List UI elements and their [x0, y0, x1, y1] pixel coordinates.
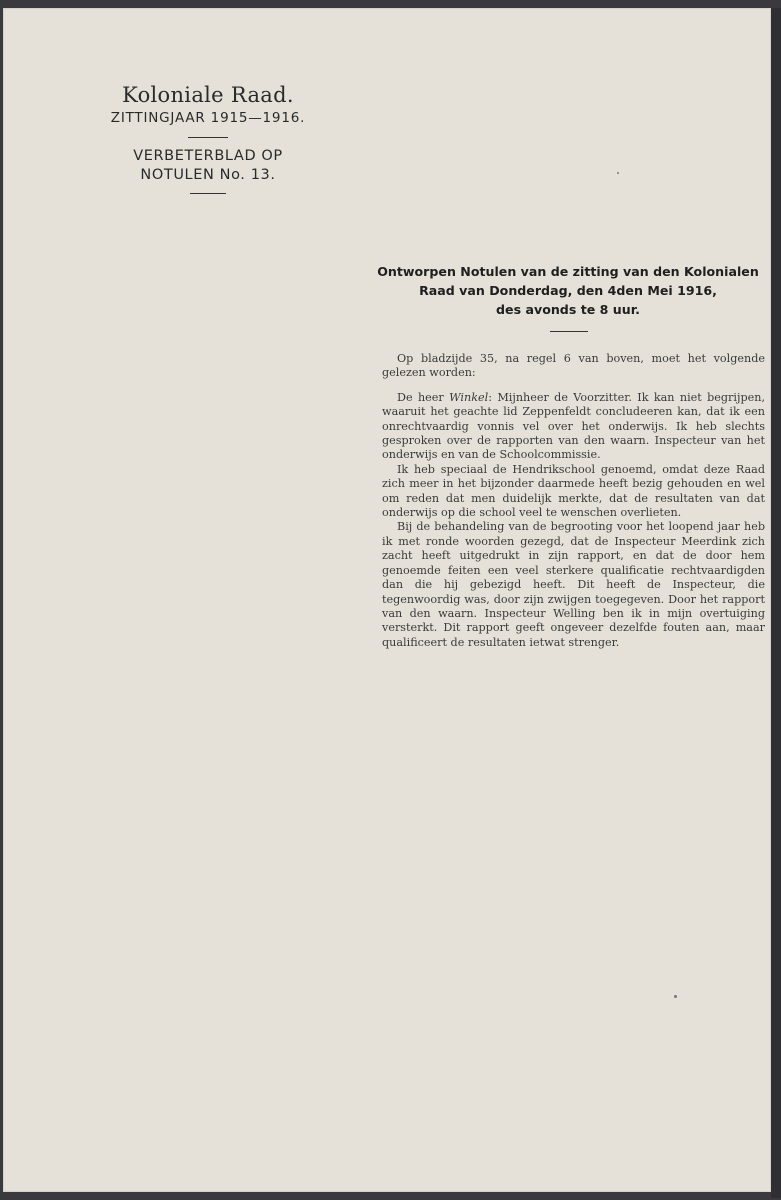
- header-divider-bottom: [190, 193, 226, 194]
- heading-line-1: Ontworpen Notulen van de zitting van den Kolonialen: [377, 264, 759, 279]
- intro-paragraph: Op bladzijde 35, na regel 6 van boven, moet het volgende gelezen worden:: [382, 352, 765, 380]
- page-edge-shadow: [771, 8, 781, 1198]
- document-body: [382, 352, 765, 650]
- document-title: Koloniale Raad.: [122, 83, 294, 107]
- speaker-name: Winkel: [449, 390, 489, 404]
- header-divider: [188, 137, 228, 138]
- paragraph-1-text: : Mijnheer de Voorzitter. Ik kan niet begrijpen, waaruit het geachte lid Zeppenfeldt concludeeren kan, dat ik een onrechtvaardig vonnis vel over het onderwijs. Ik heb slechts gesproken over de rapporten van den waarn. Inspecteur van het onderwijs en van de Schoolcommissie.: [382, 390, 765, 462]
- heading-divider: [550, 331, 588, 332]
- minutes-heading: [372, 262, 764, 319]
- subtitle-line-1: VERBETERBLAD OP: [133, 148, 283, 164]
- subtitle-line-2: NOTULEN No. 13.: [140, 167, 276, 183]
- heading-line-3: des avonds te 8 uur.: [496, 302, 640, 317]
- paragraph-3: Bij de behandeling van de begrooting voor het loopend jaar heb ik met ronde woorden gezegd, dat de Inspecteur Meerdink zich zacht heeft uitgedrukt in zijn rapport, en dat de door hem genoemde feiten een veel sterkere qualificatie rechtvaardigden dan die hij gebezigd heeft. Dit heeft de Inspecteur, die tegenwoordig was, door zijn zwijgen toegegeven. Door het rapport van den waarn. Inspecteur Welling ben ik in mijn overtuiging versterkt. Dit rapport geeft ongeveer dezelfde fouten aan, maar qualificeert de resultaten ietwat strenger.: [382, 520, 765, 649]
- session-year: ZITTINGJAAR 1915—1916.: [110, 110, 306, 126]
- speaker-prefix: De heer: [397, 390, 450, 404]
- paragraph-1: [382, 391, 765, 463]
- paper-speck: [674, 995, 677, 998]
- paragraph-2: Ik heb speciaal de Hendrikschool genoemd, omdat deze Raad zich meer in het bijzonder daarmede heeft bezig gehouden en wel om reden dat men duidelijk merkte, dat de resultaten van dat onderwijs op die school veel te wenschen overlieten.: [382, 462, 765, 520]
- heading-line-2: Raad van Donderdag, den 4den Mei 1916,: [419, 283, 717, 298]
- paper-speck: [617, 172, 619, 174]
- document-header: [98, 82, 318, 194]
